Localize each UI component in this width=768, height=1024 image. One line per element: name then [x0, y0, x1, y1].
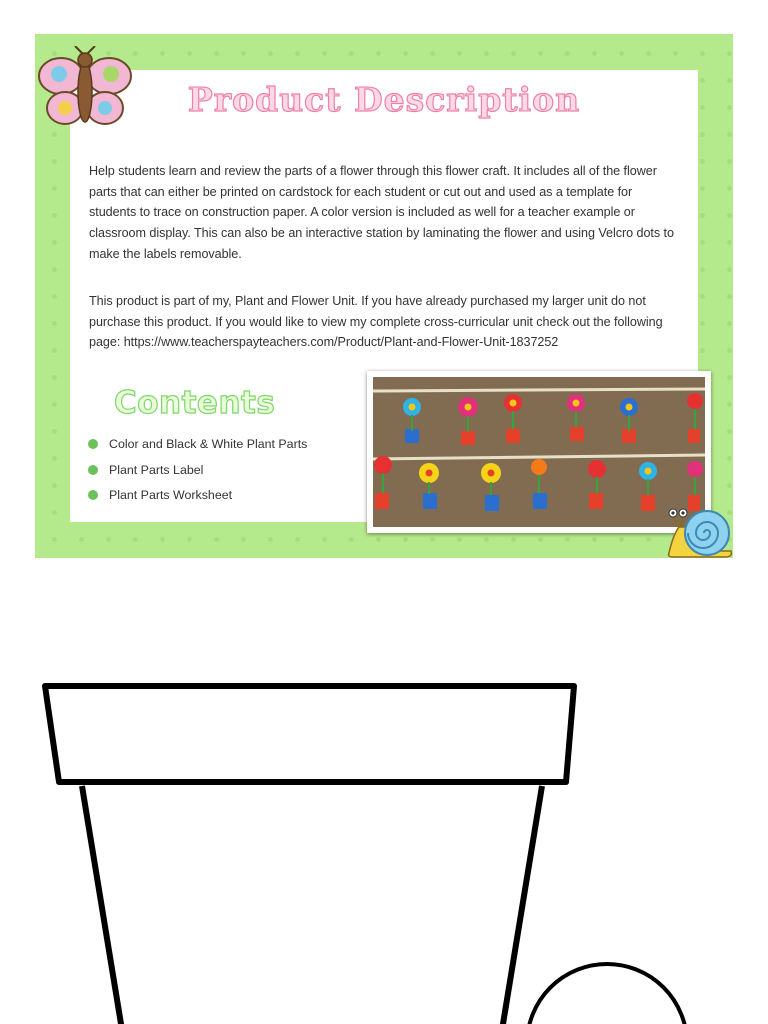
list-item: Plant Parts Label: [88, 460, 307, 486]
classroom-display-photo: [367, 371, 711, 533]
contents-title: Contents: [114, 385, 276, 421]
snail-icon: [665, 505, 735, 559]
page-title: Product Description: [187, 80, 581, 119]
decorative-frame: [35, 34, 733, 558]
flower-pot-outline: [0, 560, 768, 1024]
description-paragraph-2: This product is part of my, Plant and Flower Unit. If you have already purchased my larger unit do not purchase this product. If you would like to view my complete cross-curricular unit check out the following page: https://www.teacherspayteachers.com/Product/Plant-and-Flower-Unit-1837252: [89, 294, 663, 350]
description-panel: [70, 70, 698, 522]
list-item: Plant Parts Worksheet: [88, 485, 307, 511]
list-item: Color and Black & White Plant Parts: [88, 434, 307, 460]
contents-list: [88, 434, 307, 511]
butterfly-icon: [37, 46, 133, 132]
description-paragraph-1: Help students learn and review the parts of a flower through this flower craft. It includes all of the flower parts that can either be printed on cardstock for each student or cut out and used as a template for students to trace on construction paper. A color version is included as well for a teacher example or classroom display. This can also be an interactive station by laminating the flower and using Velcro dots to make the labels removable.: [89, 164, 674, 261]
flower-craft-photo-image: [373, 377, 705, 527]
